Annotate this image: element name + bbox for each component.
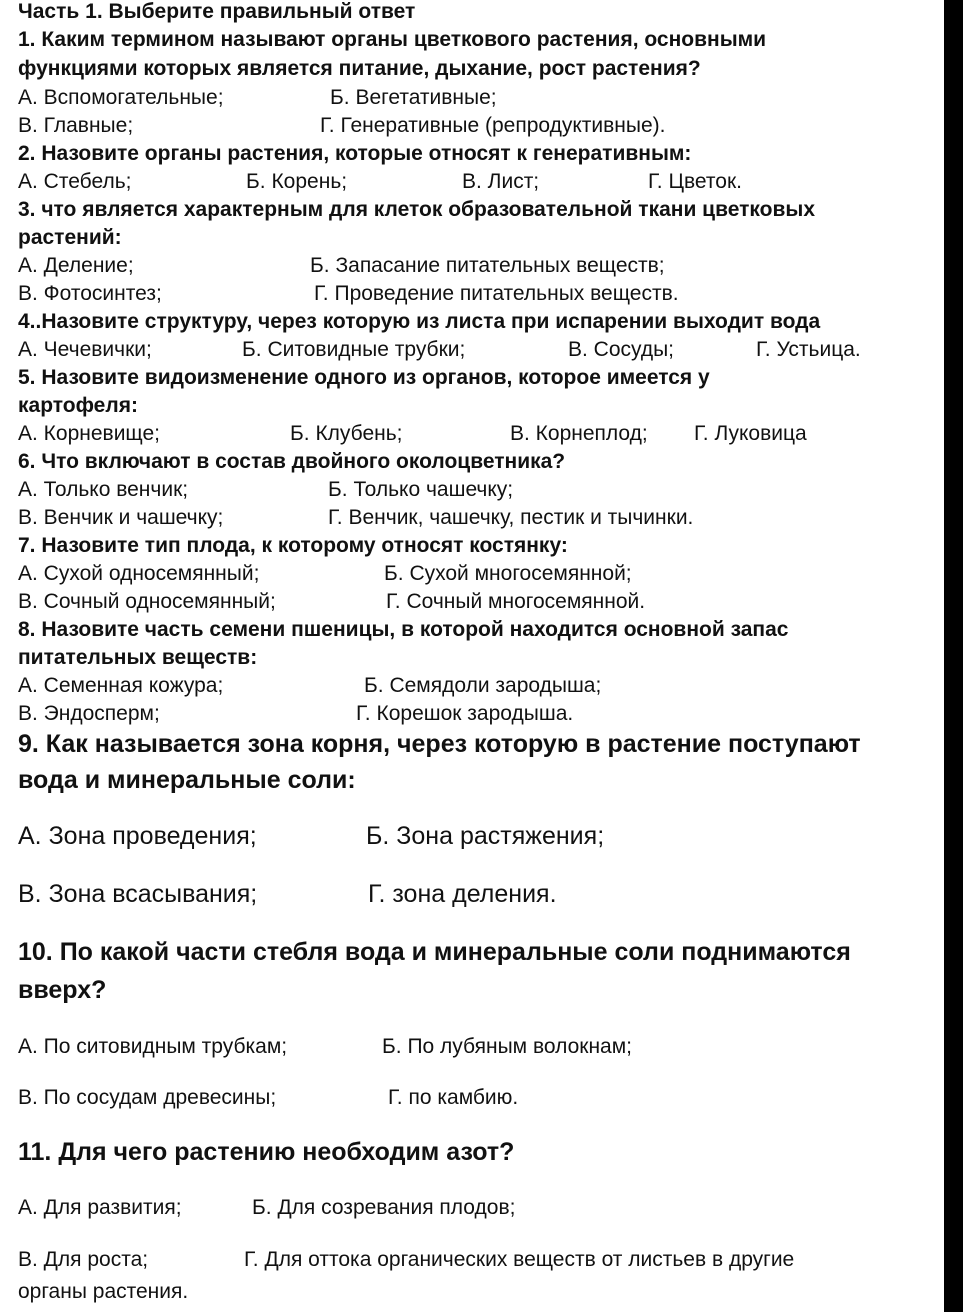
q5-option-d: Г. Луковица: [694, 422, 807, 445]
q9-option-c: В. Зона всасывания;: [18, 880, 258, 908]
q2-option-c: В. Лист;: [462, 170, 540, 193]
question-1-text: 1. Каким термином называют органы цветкового растения, основными: [18, 28, 767, 51]
q8-option-a: А. Семенная кожура;: [18, 674, 224, 697]
q9-option-d: Г. зона деления.: [368, 880, 557, 908]
q4-option-d: Г. Устьица.: [756, 338, 861, 361]
q10-option-a: А. По ситовидным трубкам;: [18, 1035, 288, 1058]
q3-option-b: Б. Запасание питательных веществ;: [310, 254, 665, 277]
q10-option-d: Г. по камбию.: [388, 1086, 519, 1109]
q5-option-c: В. Корнеплод;: [510, 422, 648, 445]
q1-option-c: В. Главные;: [18, 114, 134, 137]
part-title: Часть 1. Выберите правильный ответ: [18, 0, 416, 23]
q9-option-a: А. Зона проведения;: [18, 822, 257, 850]
q8-option-d: Г. Корешок зародыша.: [356, 702, 574, 725]
q6-option-a: А. Только венчик;: [18, 478, 189, 501]
q4-option-a: А. Чечевички;: [18, 338, 152, 361]
q10-option-b: Б. По лубяным волокнам;: [382, 1035, 632, 1058]
question-5-text-cont: картофеля:: [18, 394, 138, 417]
q4-option-c: В. Сосуды;: [568, 338, 675, 361]
question-5-text: 5. Назовите видоизменение одного из органов, которое имеется у: [18, 366, 710, 389]
q2-option-b: Б. Корень;: [246, 170, 348, 193]
q5-option-a: А. Корневище;: [18, 422, 160, 445]
q1-option-b: Б. Вегетативные;: [330, 86, 497, 109]
question-7-text: 7. Назовите тип плода, к которому относят костянку:: [18, 534, 568, 557]
question-8-text: 8. Назовите часть семени пшеницы, в которой находится основной запас: [18, 618, 789, 641]
question-9-text: 9. Как называется зона корня, через которую в растение поступают: [18, 730, 861, 758]
question-9-text-cont: вода и минеральные соли:: [18, 766, 356, 794]
question-3-text: 3. что является характерным для клеток образовательной ткани цветковых: [18, 198, 815, 221]
right-edge-bar: [944, 0, 963, 1312]
q5-option-b: Б. Клубень;: [290, 422, 403, 445]
q1-option-d: Г. Генеративные (репродуктивные).: [320, 114, 666, 137]
q8-option-c: В. Эндосперм;: [18, 702, 160, 725]
question-10-text: 10. По какой части стебля вода и минеральные соли поднимаются: [18, 938, 851, 966]
question-3-text-cont: растений:: [18, 226, 122, 249]
q8-option-b: Б. Семядоли зародыша;: [364, 674, 602, 697]
q11-option-b: Б. Для созревания плодов;: [252, 1196, 516, 1219]
q2-option-d: Г. Цветок.: [648, 170, 742, 193]
q9-option-b: Б. Зона растяжения;: [366, 822, 605, 850]
q7-option-b: Б. Сухой многосемянной;: [384, 562, 632, 585]
q3-option-d: Г. Проведение питательных веществ.: [314, 282, 679, 305]
q3-option-c: В. Фотосинтез;: [18, 282, 162, 305]
q6-option-d: Г. Венчик, чашечку, пестик и тычинки.: [328, 506, 694, 529]
question-1-text-cont: функциями которых является питание, дыхание, рост растения?: [18, 57, 701, 80]
q3-option-a: А. Деление;: [18, 254, 134, 277]
q10-option-c: В. По сосудам древесины;: [18, 1086, 277, 1109]
q4-option-b: Б. Ситовидные трубки;: [242, 338, 466, 361]
question-6-text: 6. Что включают в состав двойного околоцветника?: [18, 450, 566, 473]
q2-option-a: А. Стебель;: [18, 170, 132, 193]
question-11-text: 11. Для чего растению необходим азот?: [18, 1138, 515, 1166]
question-8-text-cont: питательных веществ:: [18, 646, 258, 669]
q1-option-a: А. Вспомогательные;: [18, 86, 224, 109]
q11-option-d-cont: органы растения.: [18, 1280, 189, 1303]
q11-option-d: Г. Для оттока органических веществ от листьев в другие: [244, 1248, 795, 1271]
q11-option-c: В. Для роста;: [18, 1248, 149, 1271]
q6-option-b: Б. Только чашечку;: [328, 478, 514, 501]
q7-option-d: Г. Сочный многосемянной.: [386, 590, 646, 613]
question-2-text: 2. Назовите органы растения, которые относят к генеративным:: [18, 142, 692, 165]
q7-option-c: В. Сочный односемянный;: [18, 590, 276, 613]
question-4-text: 4..Назовите структуру, через которую из листа при испарении выходит вода: [18, 310, 821, 333]
q11-option-a: А. Для развития;: [18, 1196, 182, 1219]
q7-option-a: А. Сухой односемянный;: [18, 562, 260, 585]
q6-option-c: В. Венчик и чашечку;: [18, 506, 224, 529]
question-10-text-cont: вверх?: [18, 976, 107, 1004]
